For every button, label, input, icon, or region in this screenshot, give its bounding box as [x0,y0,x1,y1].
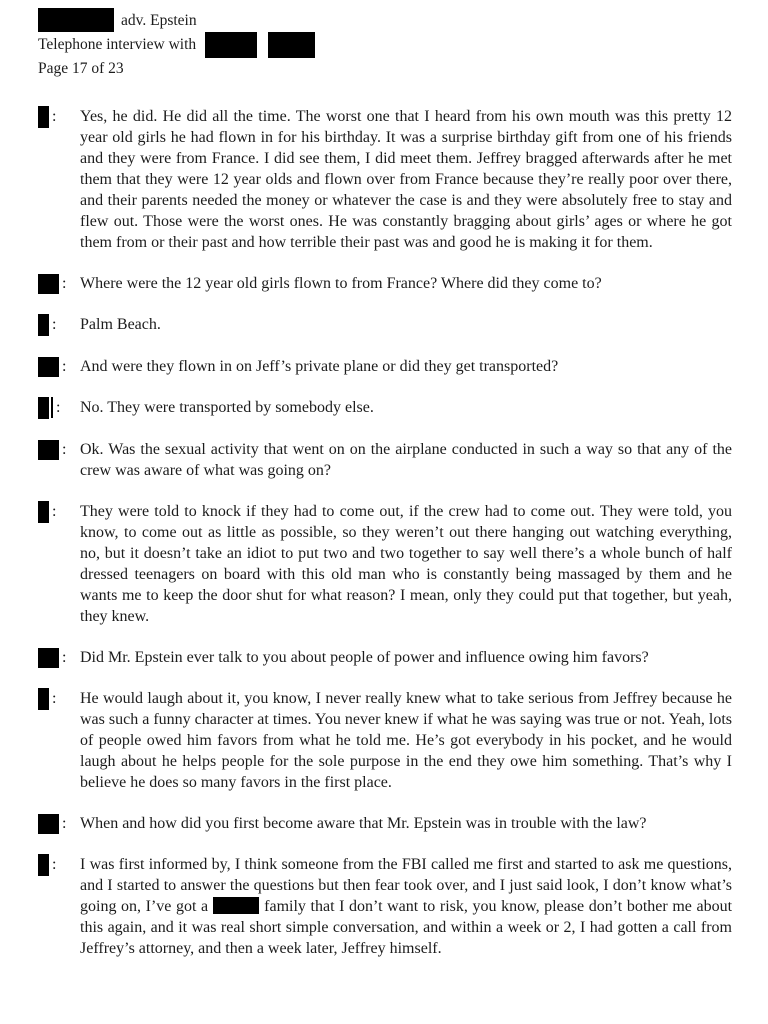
utterance-text: When and how did you first become aware that Mr. Epstein was in trouble with the law? [80,815,647,832]
case-caption-text: adv. Epstein [121,12,197,29]
speaker-cell [38,314,80,336]
speaker-cell [38,397,80,419]
speaker-colon: : [62,815,67,832]
redaction-stroke [51,397,53,418]
transcript-row [38,314,732,336]
speaker-colon: : [62,358,67,375]
redacted-speaker-label [38,501,49,523]
speaker-cell [38,813,80,834]
speaker-cell [38,688,80,793]
transcript-row [38,356,732,377]
speaker-cell [38,106,80,253]
redacted-speaker-label [38,274,59,294]
transcript-row [38,501,732,627]
redaction-box-party [38,8,114,32]
utterance-text: Where were the 12 year old girls flown to from France? Where did they come to? [80,275,602,292]
speaker-colon: : [62,441,67,458]
transcript-row [38,688,732,793]
utterance-text-after-redaction: family that I don’t want to risk, you know, please don’t bother me about this again, and it was real short simple conversation, and within a week or 2, I had gotten a call from Jeffrey’s attorney, and then a week later, Jeffrey himself. [80,898,733,957]
speaker-colon: : [62,275,67,292]
utterance-text [80,854,732,959]
speaker-colon: : [52,108,57,125]
redacted-speaker-label [38,106,49,128]
redacted-speaker-label [38,314,49,336]
transcript [38,106,732,959]
speaker-cell [38,273,80,294]
document-header [38,8,732,80]
utterance-text: They were told to knock if they had to come out, if the crew had to come out. They were told, you know, to come out as little as possible, so they weren’t out there hanging out watching everything, no, but it doesn’t take an idiot to put two and two together to say well there’s a whole bunch of half dressed teenagers on board with this old man who is constantly being massaged by them and he wants me to keep the door shut for what reason? I mean, only they could put that together, but yeah, they knew. [80,503,732,625]
redacted-speaker-label [38,397,49,419]
speaker-cell [38,501,80,627]
utterance-text: Yes, he did. He did all the time. The worst one that I heard from his own mouth was this pretty 12 year old girls he had flown in for his birthday. It was a surprise birthday gift from one of his friends and they were from France. I did see them, I did meet them. Jeffrey bragged afterwards after he met them that they were 12 year olds and flown over from France because they’re really poor over there, and their parents needed the money or whatever the case is and they were absolutely free to stay and flew out. Those were the worst ones. He was constantly bragging about girls’ ages or where he got them from or their past and how terrible their past was and good he is making it for them. [80,108,732,251]
redacted-speaker-label [38,440,59,460]
utterance-text: No. They were transported by somebody else. [80,399,374,416]
redacted-speaker-label [38,688,49,710]
transcript-row [38,273,732,294]
speaker-colon: : [52,690,57,707]
redacted-speaker-label [38,854,49,876]
utterance-text: And were they flown in on Jeff’s private plane or did they get transported? [80,358,559,375]
redacted-speaker-label [38,814,59,834]
utterance-text-before-redaction: I was first informed by, I think someone from the FBI called me first and started to ask me questions, and I started to answer the questions but then fear took over, and I just said look, I don’t know what’s going on, I’ve got a [80,856,732,915]
transcript-row [38,647,732,668]
speaker-cell [38,854,80,959]
redaction-box-name-1 [205,32,257,58]
speaker-colon: : [52,856,57,873]
transcript-row [38,106,732,253]
case-caption-line [38,8,732,32]
transcript-row [38,397,732,419]
redacted-speaker-label [38,648,59,668]
speaker-colon: : [56,399,61,416]
page-number: Page 17 of 23 [38,60,124,77]
speaker-colon: : [52,503,57,520]
redaction-box-name-2 [268,32,315,58]
transcript-row [38,854,732,959]
utterance-text: Did Mr. Epstein ever talk to you about people of power and influence owing him favors? [80,649,649,666]
redacted-speaker-label [38,357,59,377]
utterance-text: Palm Beach. [80,316,161,333]
redaction-box-inline [213,897,259,914]
transcript-row [38,439,732,481]
interview-line [38,32,732,58]
transcript-row [38,813,732,834]
speaker-colon: : [62,649,67,666]
utterance-text: He would laugh about it, you know, I never really knew what to take serious from Jeffrey because he was such a funny character at times. You never knew if what he was saying was true or not. Yeah, lots of people owed him favors from what he told me. He’s got everybody in his pocket, and he would laugh about he helps people for the sole purpose in the end they owe him something. That’s why I believe he does so many favors in the first place. [80,690,732,791]
speaker-cell [38,647,80,668]
utterance-text: Ok. Was the sexual activity that went on on the airplane conducted in such a way so that any of the crew was aware of what was going on? [80,441,732,479]
speaker-colon: : [52,316,57,333]
speaker-cell [38,439,80,481]
interview-prefix-text: Telephone interview with [38,36,197,53]
speaker-cell [38,356,80,377]
